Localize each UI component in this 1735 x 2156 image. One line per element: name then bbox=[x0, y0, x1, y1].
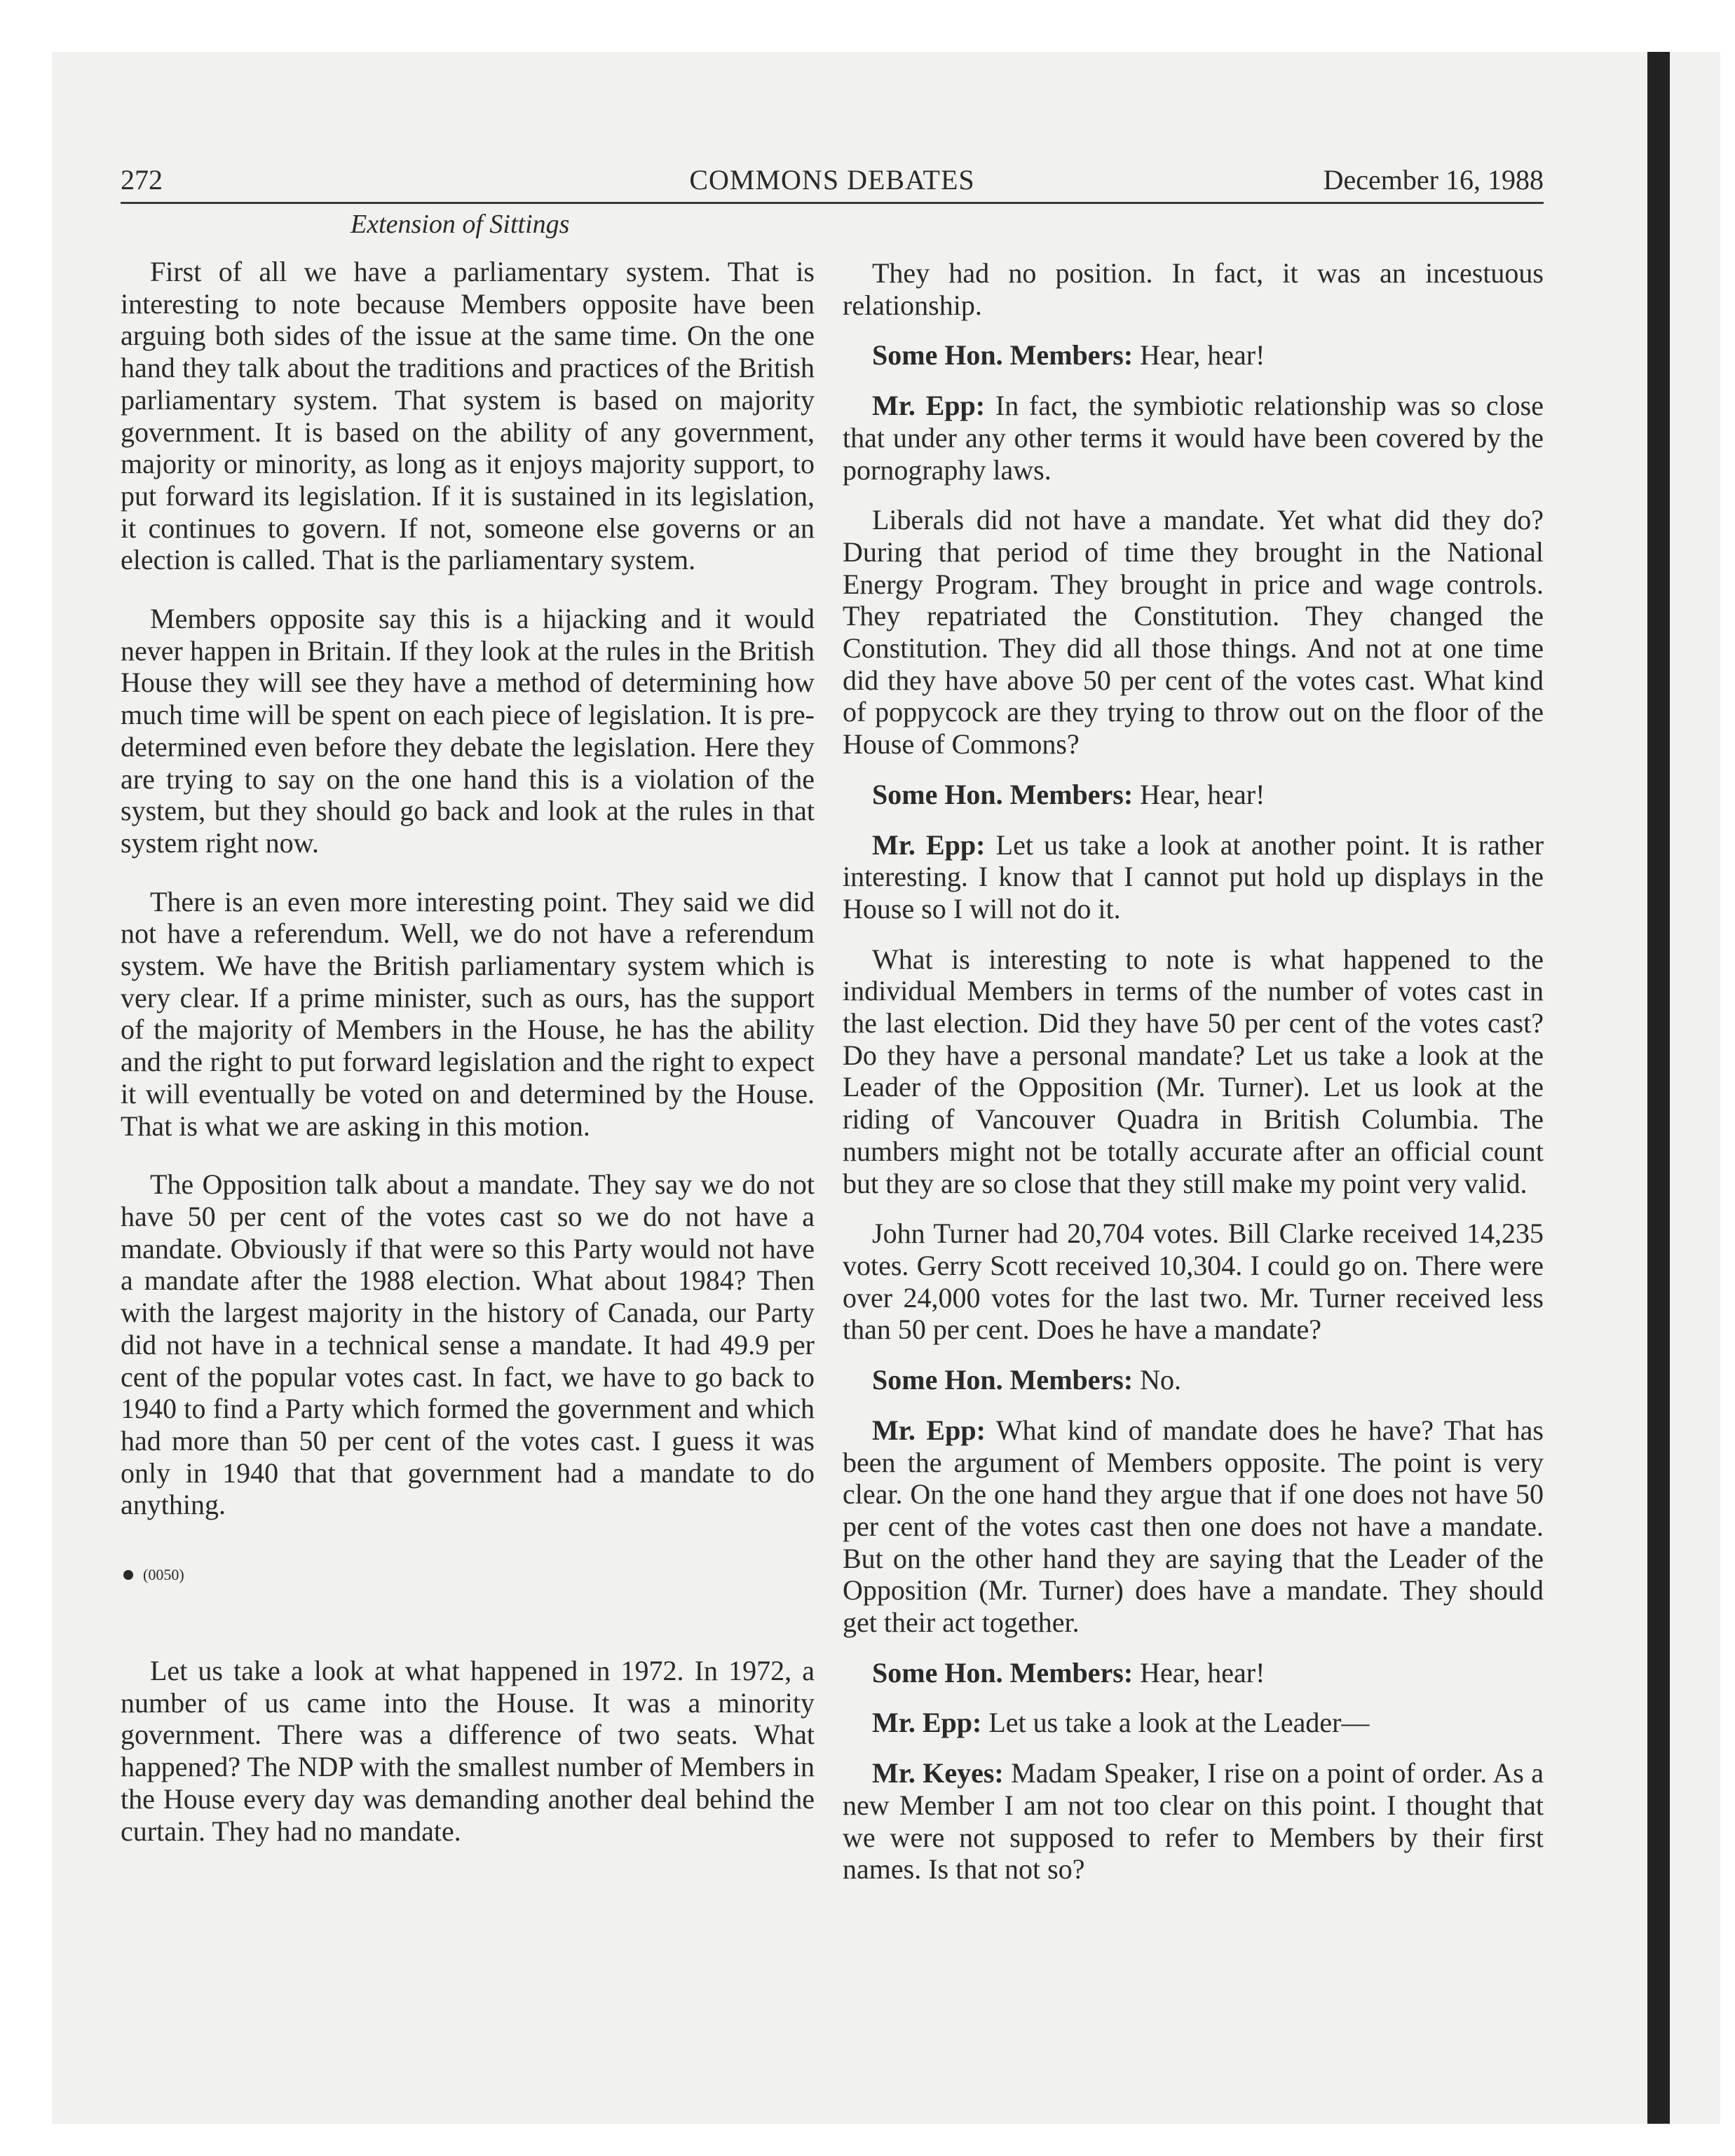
right-column bbox=[843, 257, 1544, 1885]
speaker-turn bbox=[843, 1707, 1544, 1739]
paragraph: The Opposition talk about a mandate. They say we do not have 50 per cent of the votes cast so we do not have a mandate. Obviously if that were so this Party would not have a mandate after the 1988 election. What about 1984? Then with the largest majority in the history of Canada, our Party did not have in a technical sense a mandate. It had 49.9 per cent of the popular votes cast. In fact, we have to go back to 1940 to find a Party which formed the government and which had more than 50 per cent of the votes cast. I guess it was only in 1940 that that government had a mandate to do anything. bbox=[121, 1168, 815, 1521]
speech-text: Hear, hear! bbox=[1133, 778, 1265, 810]
speaker-turn bbox=[843, 779, 1544, 811]
speaker-turn bbox=[843, 1364, 1544, 1396]
paragraph: They had no position. In fact, it was an incestuous relationship. bbox=[843, 257, 1544, 321]
time-marker-label: (0050) bbox=[143, 1566, 184, 1584]
section-title: Extension of Sittings bbox=[351, 210, 570, 239]
speech-text: Hear, hear! bbox=[1133, 339, 1265, 371]
speaker-name: Mr. Epp: bbox=[872, 1707, 982, 1739]
speaker-turn bbox=[843, 390, 1544, 486]
paragraph: Let us take a look at what happened in 1972. In 1972, a number of us came into the House. It was a minority government. There was a difference of two seats. What happened? The NDP with the smallest number of Members in the House every day was demanding another deal behind the curtain. They had no mandate. bbox=[121, 1655, 815, 1847]
speech-text: Let us take a look at another point. It is rather interesting. I know that I cannot put hold up displays in the House so I will not do it. bbox=[843, 828, 1544, 925]
journal-title: COMMONS DEBATES bbox=[689, 164, 975, 196]
scan-edge-bar bbox=[1647, 52, 1670, 2124]
speech-text: No. bbox=[1133, 1364, 1182, 1396]
speaker-turn bbox=[843, 829, 1544, 925]
speaker-name: Some Hon. Members: bbox=[872, 339, 1134, 371]
speaker-name: Mr. Keyes: bbox=[872, 1757, 1004, 1789]
speech-text: Hear, hear! bbox=[1133, 1656, 1265, 1688]
speech-text: Let us take a look at the Leader— bbox=[981, 1707, 1370, 1739]
speaker-name: Some Hon. Members: bbox=[872, 778, 1134, 810]
paragraph: Liberals did not have a mandate. Yet what did they do? During that period of time they brought in the National Energy Program. They brought in price and wage controls. They repatriated the Constitution. They changed the Constitution. They did all those things. And not at one time did they have above 50 per cent of the votes cast. What kind of poppycock are they trying to throw out on the floor of the House of Commons? bbox=[843, 504, 1544, 760]
speaker-turn bbox=[843, 1414, 1544, 1639]
page-number: 272 bbox=[121, 164, 163, 196]
speech-text: In fact, the symbiotic relationship was so close that under any other terms it would have been covered by the pornography laws. bbox=[843, 390, 1544, 486]
speech-text: Madam Speaker, I rise on a point of order. As a new Member I am not too clear on this point. I thought that we were not supposed to refer to Members by their first names. Is that not so? bbox=[843, 1757, 1544, 1885]
paragraph: Members opposite say this is a hijacking and it would never happen in Britain. If they look at the rules in the British House they will see they have a method of determining how much time will be spent on each piece of legislation. It is pre-determined even before they debate the legislation. Here they are trying to say on the one hand this is a violation of the system, but they should go back and look at the rules in that system right now. bbox=[121, 603, 815, 859]
speaker-name: Mr. Epp: bbox=[872, 1414, 986, 1446]
paragraph: What is interesting to note is what happened to the individual Members in terms of the number of votes cast in the last election. Did they have 50 per cent of the votes cast? Do they have a personal mandate? Let us take a look at the Leader of the Opposition (Mr. Turner). Let us look at the riding of Vancouver Quadra in British Columbia. The numbers might not be totally accurate after an official count but they are so close that they still make my point very valid. bbox=[843, 943, 1544, 1199]
paragraph: First of all we have a parliamentary system. That is interesting to note because Members opposite have been arguing both sides of the issue at the same time. On the one hand they talk about the traditions and practices of the British parliamentary system. That system is based on majority government. It is based on the ability of any government, majority or minority, as long as it enjoys majority support, to put forward its legislation. If it is sustained in its legislation, it continues to govern. If not, someone else governs or an election is called. That is the parliamentary system. bbox=[121, 256, 815, 576]
bullet-icon bbox=[123, 1570, 133, 1580]
speaker-name: Mr. Epp: bbox=[872, 828, 986, 861]
speaker-turn bbox=[843, 339, 1544, 371]
page-date: December 16, 1988 bbox=[1323, 164, 1544, 196]
page-header bbox=[121, 163, 1544, 204]
speaker-name: Some Hon. Members: bbox=[872, 1656, 1134, 1688]
speaker-name: Mr. Epp: bbox=[872, 390, 986, 422]
paragraph: There is an even more interesting point. They said we did not have a referendum. Well, we do not have a referendum system. We have the British parliamentary system which is very clear. If a prime minister, such as ours, has the support of the majority of Members in the House, he has the ability and the right to put forward legislation and the right to expect it will eventually be voted on and determined by the House. That is what we are asking in this motion. bbox=[121, 885, 815, 1142]
speaker-name: Some Hon. Members: bbox=[872, 1364, 1134, 1396]
time-marker bbox=[121, 1559, 815, 1590]
speech-text: What kind of mandate does he have? That has been the argument of Members opposite. The point is very clear. On the one hand they argue that if one does not have 50 per cent of the votes cast then one does not have a mandate. But on the other hand they are saying that the Leader of the Opposition (Mr. Turner) does have a mandate. They should get their act together. bbox=[843, 1414, 1544, 1639]
speaker-turn bbox=[843, 1757, 1544, 1885]
speaker-turn bbox=[843, 1657, 1544, 1689]
left-column bbox=[121, 256, 815, 1847]
paragraph: John Turner had 20,704 votes. Bill Clarke received 14,235 votes. Gerry Scott received 10,304. I could go on. There were over 24,000 votes for the last two. Mr. Turner received less than 50 per cent. Does he have a mandate? bbox=[843, 1217, 1544, 1346]
